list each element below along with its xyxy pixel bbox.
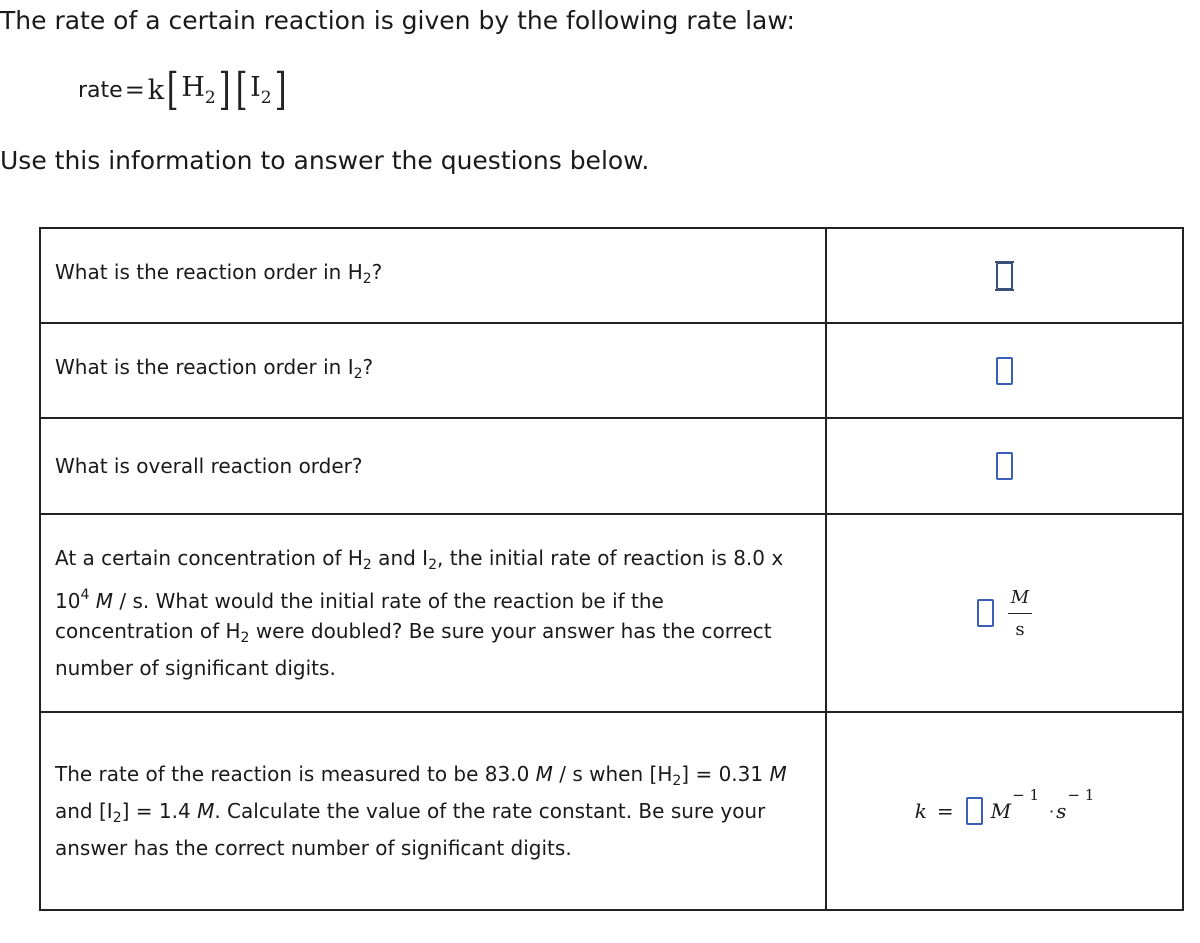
- table-row: [40, 418, 1183, 514]
- question-order-i2: [40, 323, 826, 418]
- right-bracket: ]: [218, 64, 231, 115]
- subscript: 2: [428, 557, 437, 573]
- k-label: k: [914, 799, 927, 823]
- unit-molar: M: [197, 799, 215, 823]
- table-row: [40, 712, 1183, 910]
- question-text: ] = 0.31: [681, 762, 770, 786]
- species-i2: [250, 72, 272, 108]
- table-row: [40, 514, 1183, 712]
- subscript: 2: [362, 557, 372, 573]
- unit-numerator: M: [1010, 586, 1030, 608]
- left-bracket: [: [235, 64, 248, 115]
- species-i2-symbol: I: [250, 72, 261, 103]
- instruction-text: Use this information to answer the questions below.: [0, 146, 650, 175]
- answer-input-rate-constant[interactable]: [966, 797, 983, 825]
- species-h2: [181, 72, 215, 108]
- question-text: What is the reaction order in I: [55, 355, 354, 379]
- left-bracket: [: [166, 64, 179, 115]
- question-order-h2: [40, 228, 826, 323]
- unit-molar: M: [535, 762, 553, 786]
- rate-word: rate: [78, 77, 123, 103]
- rate-law-equation: [78, 60, 289, 120]
- subscript: 2: [240, 630, 250, 646]
- question-text: The rate of the reaction is measured to be 83.0: [55, 762, 536, 786]
- unit-molar: M: [990, 799, 1012, 823]
- table-row: [40, 323, 1183, 418]
- answer-input-order-h2[interactable]: [996, 262, 1013, 290]
- species-i2-subscript: 2: [260, 88, 272, 108]
- question-overall-order: [40, 418, 826, 514]
- question-text: / s. What would the initial rate of the reaction be if the concentration of H: [55, 589, 664, 643]
- multiply-dot: ·: [1049, 801, 1055, 821]
- question-text: . Calculate the value of the rate constant. Be sure your answer has the correct number of significant digits.: [55, 799, 766, 860]
- question-text: and I: [371, 546, 429, 570]
- answer-cell: [826, 514, 1183, 712]
- answer-input-doubled-rate[interactable]: [977, 599, 994, 627]
- answer-input-overall-order[interactable]: [996, 452, 1013, 480]
- unit-denominator: s: [1015, 618, 1025, 640]
- species-h2-symbol: H: [181, 72, 205, 103]
- question-text: / s when [H: [552, 762, 673, 786]
- exponent: − 1: [1012, 786, 1039, 804]
- subscript: 2: [353, 366, 363, 382]
- question-text: and [I: [55, 799, 113, 823]
- question-text: , the initial rate of reaction is 8.0 x 10: [55, 546, 784, 613]
- rate-constant-answer: [914, 786, 1095, 825]
- unit-seconds: s: [1056, 799, 1067, 823]
- question-text: were doubled? Be sure your answer has the correct number of significant digits.: [55, 619, 772, 680]
- superscript: 4: [80, 587, 90, 603]
- answer-cell: [826, 228, 1183, 323]
- answer-input-order-i2[interactable]: [996, 357, 1013, 385]
- question-text: ] = 1.4: [121, 799, 198, 823]
- equals-sign: =: [124, 76, 145, 104]
- question-text: ?: [362, 355, 374, 379]
- intro-text: The rate of a certain reaction is given by the following rate law:: [0, 6, 795, 35]
- answer-cell: [826, 323, 1183, 418]
- unit-molar: M: [769, 762, 787, 786]
- species-h2-subscript: 2: [204, 88, 216, 108]
- question-text: What is overall reaction order?: [55, 454, 363, 478]
- fraction-bar: [1008, 613, 1032, 614]
- subscript: 2: [112, 810, 122, 826]
- answer-cell: [826, 418, 1183, 514]
- subscript: 2: [672, 773, 682, 789]
- question-text: At a certain concentration of H: [55, 546, 363, 570]
- questions-table: [39, 227, 1184, 911]
- exponent: − 1: [1067, 786, 1095, 804]
- question-doubled-rate: [40, 514, 826, 712]
- question-text: ?: [371, 260, 383, 284]
- rate-constant-symbol: k: [147, 74, 165, 106]
- equals-sign: =: [936, 799, 954, 823]
- right-bracket: ]: [274, 64, 287, 115]
- unit-molar: M: [95, 589, 113, 613]
- answer-cell: [826, 712, 1183, 910]
- unit-fraction: [1008, 587, 1032, 640]
- subscript: 2: [362, 271, 372, 287]
- question-rate-constant: [40, 712, 826, 910]
- table-row: [40, 228, 1183, 323]
- question-text: What is the reaction order in H: [55, 260, 363, 284]
